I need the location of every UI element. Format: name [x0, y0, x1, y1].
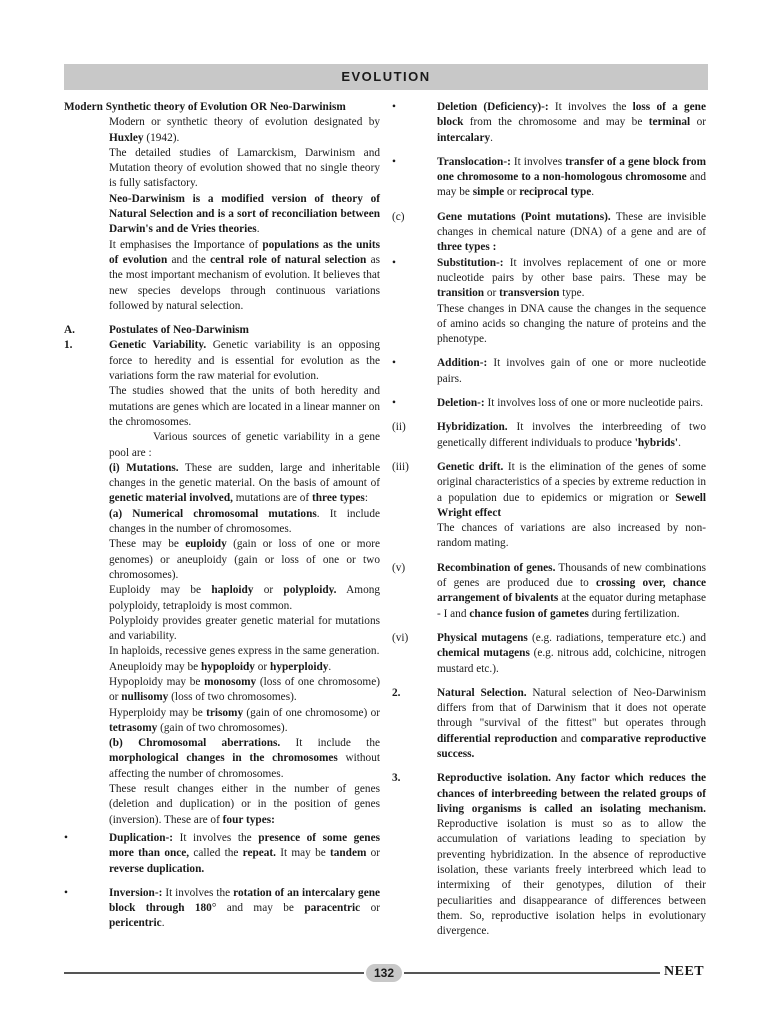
left-column	[64, 100, 380, 932]
chapter-title: EVOLUTION	[341, 69, 431, 84]
bullet-icon: •	[392, 155, 396, 168]
list-item: • Substitution-: It involves replacement of one or more nucleotide pairs by other base pairs. These may be transition or transversion type.	[392, 256, 706, 302]
list-item: (ii) Hybridization. It involves the interbreeding of two genetically different individuals to produce 'hybrids'.	[392, 421, 707, 449]
paragraph: These result changes either in the number of genes (deletion and duplication) or in the position of genes (inversion). These are of four types:	[109, 783, 380, 826]
paragraph: (a) Numerical chromosomal mutations. It include changes in the number of chromosomes.	[109, 507, 380, 536]
paragraph: Polyploidy provides greater genetic material for mutations and variability.	[109, 614, 380, 643]
paragraph: In haploids, recessive genes express in the same generation.	[109, 645, 380, 658]
paragraph: The chances of variations are also increased by non-random mating.	[437, 522, 706, 550]
paragraph: (i) Mutations. These are sudden, large and inheritable changes in the genetic material. On the basis of amount of genetic material involved, mutations are of three types:	[109, 461, 380, 505]
paragraph: Various sources of genetic variability in a gene pool are :	[109, 431, 380, 459]
bullet-icon: •	[392, 256, 396, 269]
section-title: Modern Synthetic theory of Evolution OR Neo-Darwinism	[64, 101, 346, 113]
paragraph: The detailed studies of Lamarckism, Darwinism and Mutation theory of evolution showed that no single theory is fully satisfactory.	[109, 146, 380, 190]
brand-label: NEET	[664, 964, 705, 979]
paragraph: Modern or synthetic theory of evolution designated by Huxley (1942).	[109, 116, 380, 144]
list-item: 2. Natural Selection. Natural selection of Neo-Darwinism differs from that of Darwinism that it does not operate through "survival of the fittest" but operates through differential reproduction and comparative reproductive success.	[392, 686, 706, 760]
bullet-icon: •	[64, 886, 68, 899]
paragraph: These may be euploidy (gain or loss of one or more genomes) or aneuploidy (gain or loss of one or two chromosomes).	[109, 538, 381, 581]
page-number: 132	[366, 964, 402, 982]
chapter-header	[64, 64, 708, 90]
paragraph: Neo-Darwinism is a modified version of theory of Natural Selection and is a sort of reconciliation between Darwin's and de Vries theories.	[109, 192, 380, 236]
list-item: • Deletion (Deficiency)-: It involves the loss of a gene block from the chromosome and may be terminal or intercalary.	[392, 100, 706, 146]
paragraph: (b) Chromosomal aberrations. It include the morphological changes in the chromosomes without affecting the number of chromosomes.	[109, 737, 380, 780]
bullet-icon: •	[392, 101, 396, 113]
paragraph: It emphasises the Importance of populations as the units of evolution and the central role of natural selection as the most important mechanism of evolution. It believes that new species develops through continuous variations followed by natural selection.	[109, 238, 380, 312]
paragraph: Euploidy may be haploidy or polyploidy. Among polyploidy, tetraploidy is most common.	[109, 584, 381, 612]
list-item: • Addition-: It involves gain of one or more nucleotide pairs.	[392, 356, 706, 387]
paragraph: These changes in DNA cause the changes in the sequence of amino acids so changing the nature of proteins and the phenotype.	[437, 302, 706, 346]
bullet-icon: •	[64, 831, 68, 844]
bullet-icon: •	[392, 397, 396, 410]
right-column	[392, 100, 706, 940]
footer-divider	[404, 972, 660, 974]
list-item: 3. Reproductive isolation. Any factor which reduces the chances of interbreeding between the related groups of living organisms is called an isolating mechanism. Reproductive isolation is must so as to allow the accumulation of variations leading to speciation by preventing hybridization. In the absence of reproductive isolation, these variants freely interbreed which lead to intermixing of their genotypes, dilution of their peculiarities and disappearance of differences between them. So, reproductive isolation helps in evolutionary divergence.	[392, 772, 706, 938]
list-item: (iii) Genetic drift. It is the elimination of the genes of some original characteristics of a species by extreme reduction in a population due to epidemics or migration or Sewell Wright effect	[392, 460, 707, 519]
list-item: (v) Recombination of genes. Thousands of new combinations of genes are produced due to crossing over, chance arrangement of bivalents at the equator during metaphase - I and chance fusion of gametes during fertilization.	[392, 561, 706, 620]
paragraph: Hyperploidy may be trisomy (gain of one chromosome) or tetrasomy (gain of two chromosomes).	[109, 706, 380, 734]
section-heading: A. Postulates of Neo-Darwinism	[64, 324, 249, 337]
footer-divider	[64, 972, 364, 974]
list-item: 1. Genetic Variability. Genetic variability is an opposing force to heredity and is essential for evolution as the variations form the raw material for evolution.	[64, 339, 381, 383]
bullet-icon: •	[392, 357, 396, 370]
paragraph: Aneuploidy may be hypoploidy or hyperploidy.	[109, 660, 332, 673]
paragraph: The studies showed that the units of both heredity and mutations are genes which are located in a linear manner on the chromosomes.	[109, 385, 381, 428]
paragraph: Hypoploidy may be monosomy (loss of one chromosome) or nullisomy (loss of two chromosomes).	[109, 675, 381, 704]
list-item: (vi) Physical mutagens (e.g. radiations, temperature etc.) and chemical mutagens (e.g. nitrous add, colchicine, nitrogen mustard etc.).	[392, 631, 707, 675]
list-item: • Translocation-: It involves transfer of a gene block from one chromosome to a non-homologous chromosome and may be simple or reciprocal type.	[392, 155, 706, 201]
list-item: • Deletion-: It involves loss of one or more nucleotide pairs.	[392, 396, 706, 411]
list-item: • Duplication-: It involves the presence of some genes more than once, called the repeat. It may be tandem or reverse duplication.	[64, 831, 380, 877]
list-item: (c) Gene mutations (Point mutations). These are invisible changes in chemical nature (DNA) of a gene and are of three types :	[392, 210, 706, 254]
list-item: • Inversion-: It involves the rotation of an intercalary gene block through 180° and may be paracentric or pericentric.	[64, 886, 380, 932]
